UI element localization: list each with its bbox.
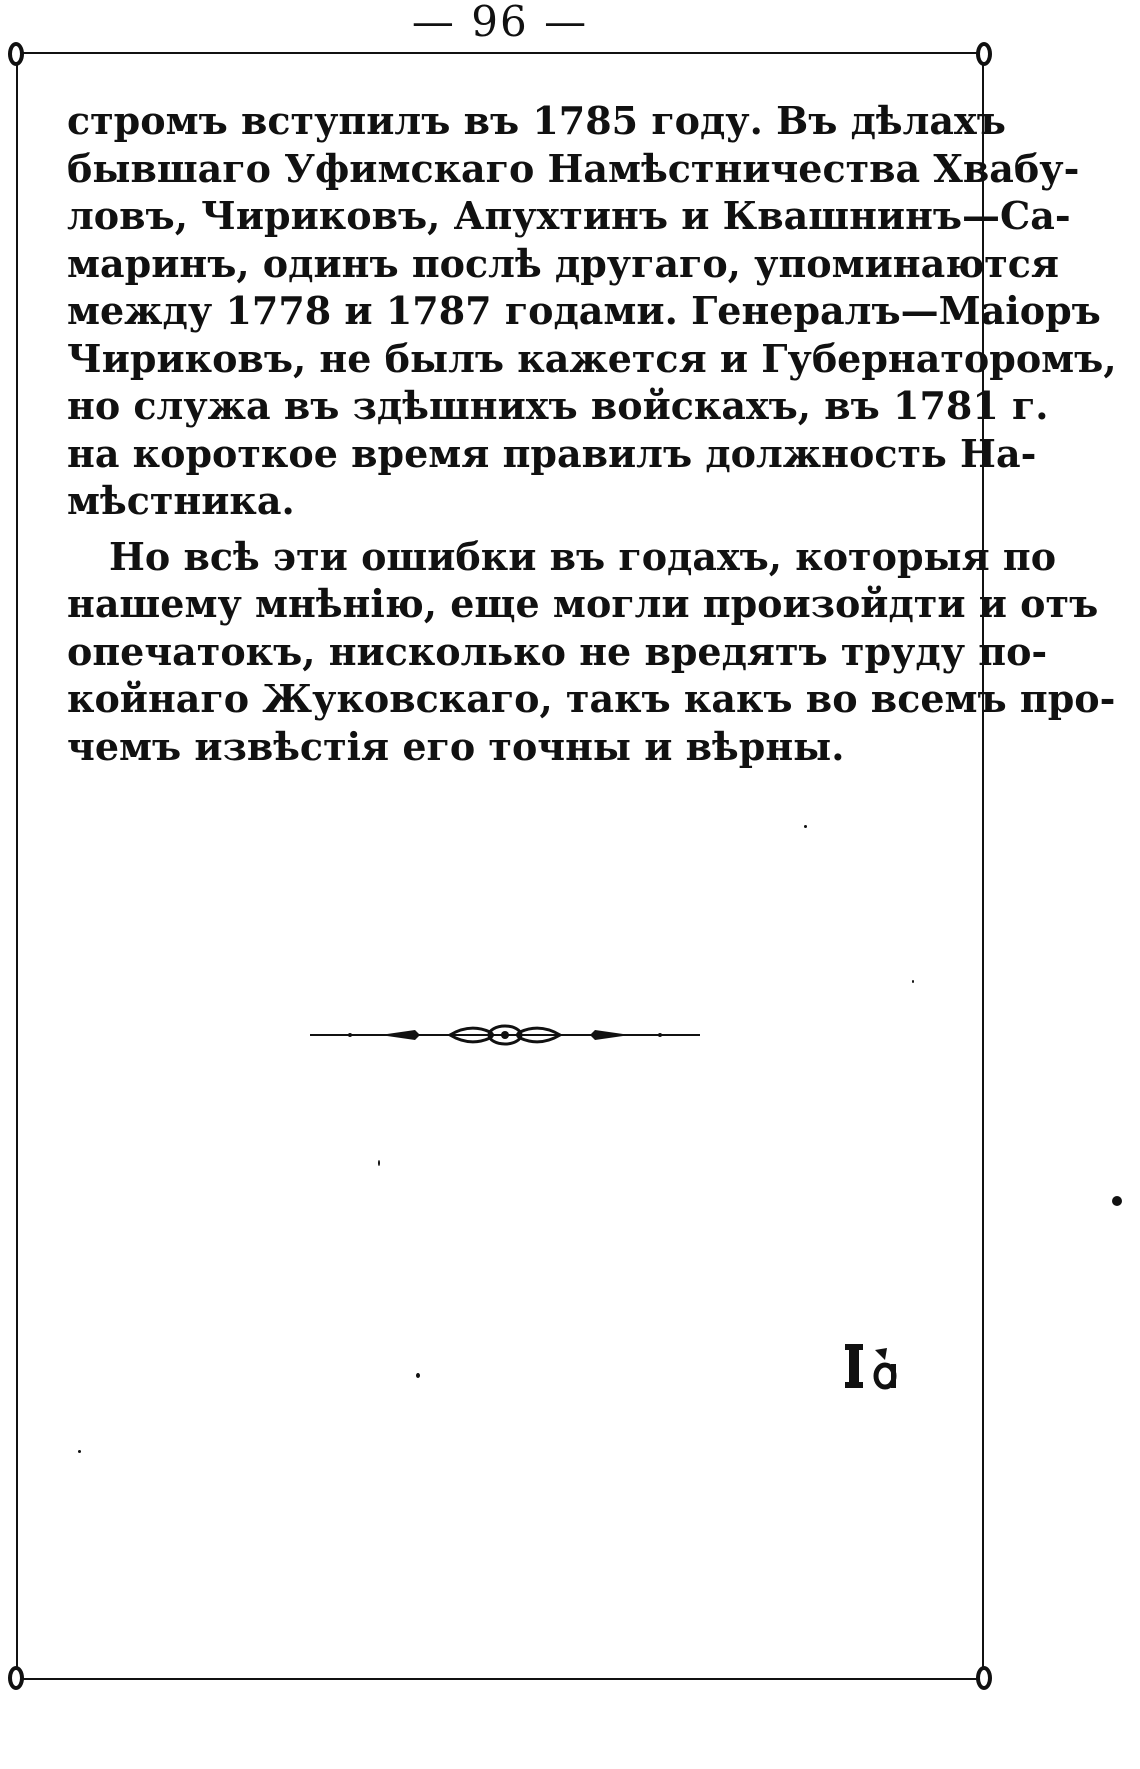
paragraph-continuation [67,97,1117,525]
text-line: опечатокъ, нисколько не вредятъ труду по- [67,628,1048,674]
ink-speck [416,1373,420,1378]
ink-speck [804,825,807,828]
text-line: ловъ, Чириковъ, Апухтинъ и Квашнинъ—Са- [67,193,1071,238]
corner-ornament-icon [8,1666,24,1690]
corner-ornament-icon [8,42,24,66]
text-line: маринъ, одинъ послѣ другаго, упоминаются [67,240,1059,286]
text-line: между 1778 и 1787 годами. Генералъ—Маіоръ [67,288,1101,333]
ink-speck [78,1450,81,1453]
ink-speck [1112,1196,1122,1206]
text-line: чемъ извѣстія его точны и вѣрны. [67,723,845,769]
text-line: койнаго Жуковскаго, такъ какъ во всемъ про- [67,676,1116,721]
ink-speck [912,980,914,983]
text-line: на короткое время правилъ должность На- [67,430,1037,476]
text-line: бывшаго Уфимскаго Намѣстничества Хвабу- [67,145,1080,191]
print-mark-icon [845,1340,901,1392]
corner-ornament-icon [976,1666,992,1690]
text-line: Но всѣ эти ошибки въ годахъ, которыя по [109,533,1057,579]
text-line: мѣстника. [67,478,295,523]
tailpiece-ornament-icon [310,1020,700,1050]
text-line: стромъ вступилъ въ 1785 году. Въ дѣлахъ [67,98,1006,143]
body-text [67,97,1117,778]
corner-ornament-icon [976,42,992,66]
text-line: нашему мнѣнію, еще могли произойдти и отъ [67,581,1099,626]
text-line: но служа въ здѣшнихъ войскахъ, въ 1781 г. [67,383,1049,428]
ink-speck [378,1160,380,1166]
page-number: — 96 — [411,0,589,46]
text-line: Чириковъ, не былъ кажется и Губернаторомъ, [67,335,1117,381]
paragraph-conclusion [67,533,1116,771]
